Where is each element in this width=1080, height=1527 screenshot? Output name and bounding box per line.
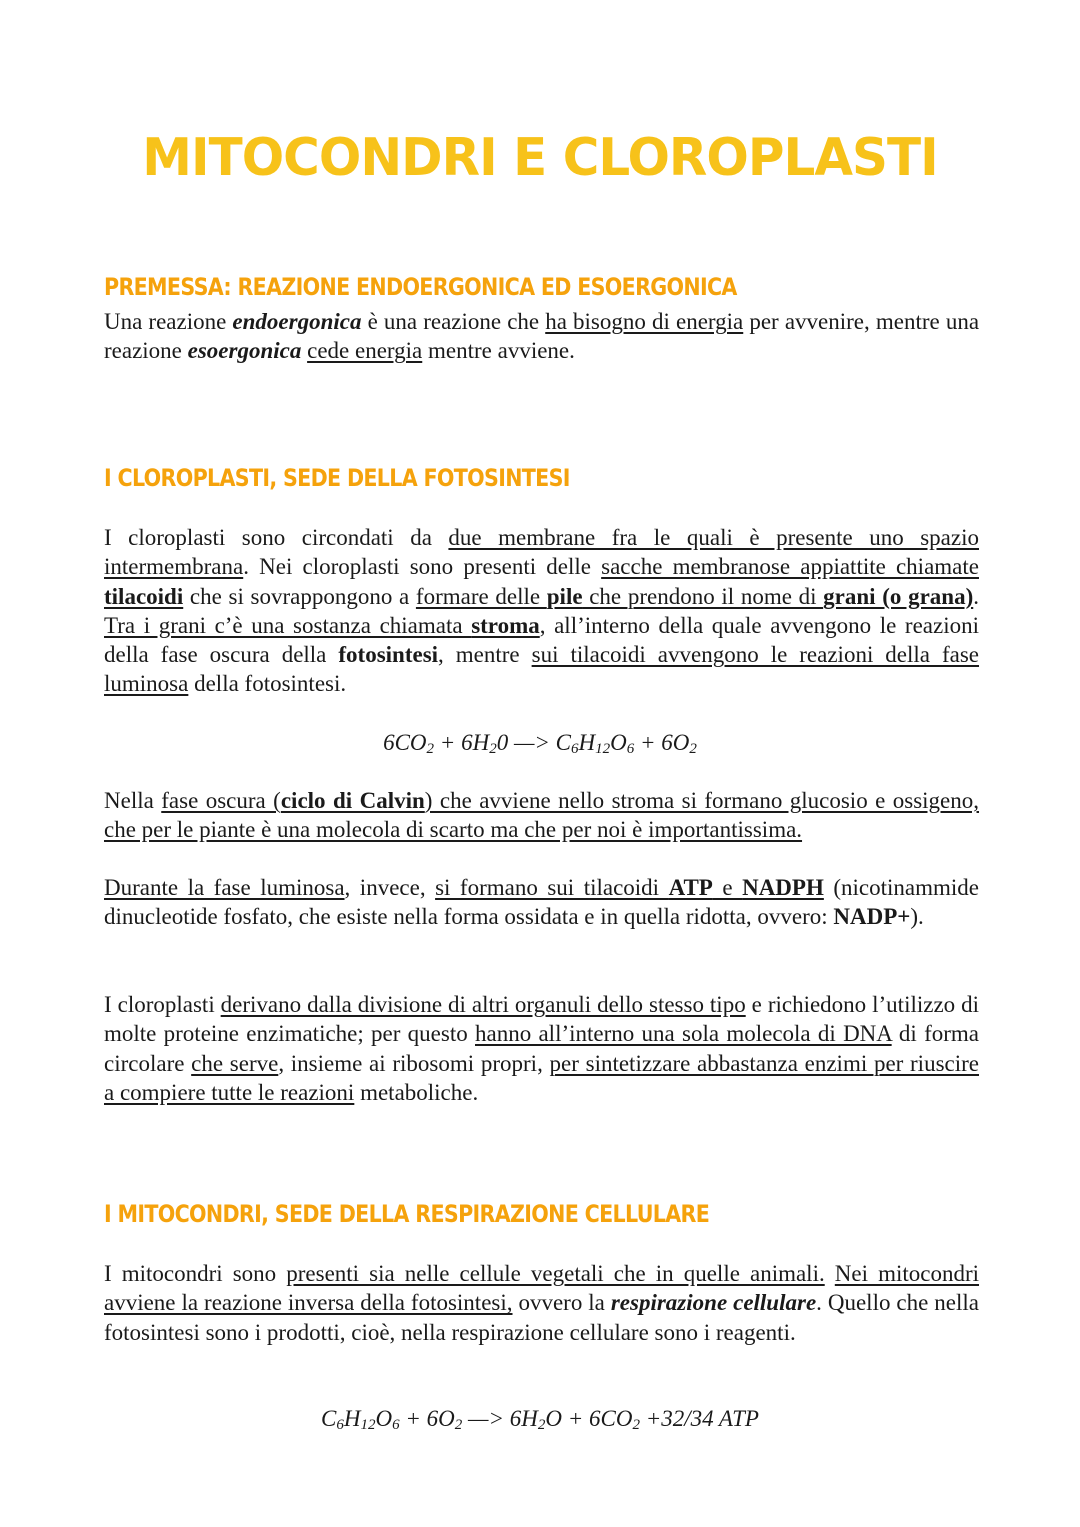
paragraph-fase-luminosa: Durante la fase luminosa, invece, si formano sui tilacoidi ATP e NADPH (nicotinammide dinucleotide fosfato, che esiste nella forma ossidata e in quella ridotta, ovvero: NADP+). [104, 875, 979, 930]
section-heading-cloroplasti: I CLOROPLASTI, SEDE DELLA FOTOSINTESI [104, 464, 570, 492]
paragraph-fase-oscura: Nella fase oscura (ciclo di Calvin) che avviene nello stroma si formano glucosio e ossigeno, che per le piante è una molecola di scarto ma che per noi è importantissima. [104, 788, 980, 843]
paragraph-cloroplasti-structure: I cloroplasti sono circondati da due membrane fra le quali è presente uno spazio intermembrana. Nei cloroplasti sono presenti delle sacche membranose appiattite chiamate tilacoidi che si sovrappongono a formare delle pile che prendono il nome di grani (o grana). Tra i grani c’è una sostanza chiamata stroma, all’interno della quale avvengono le reazioni della fase oscura della fotosintesi, mentre sui tilacoidi avvengono le reazioni della fase luminosa della fotosintesi. [104, 525, 980, 697]
section-heading-premessa: PREMESSA: REAZIONE ENDOERGONICA ED ESOERGONICA [104, 273, 737, 301]
paragraph-dna-cloroplasti: I cloroplasti derivano dalla divisione di altri organuli dello stesso tipo e richiedono l’utilizzo di molte proteine enzimatiche; per questo hanno all’interno una sola molecola di DNA di forma circolare che serve, insieme ai ribosomi propri, per sintetizzare abbastanza enzimi per riuscire a compiere tutte le reazioni metaboliche. [104, 992, 980, 1105]
paragraph-premessa: Una reazione endoergonica è una reazione che ha bisogno di energia per avvenire, mentre una reazione esoergonica cede energia mentre avviene. [104, 309, 980, 364]
formula-fotosintesi: $6CO_2 + 6H_20$ —> $C_6H_{12}O_6 + 6O_2$ [383, 730, 697, 757]
paragraph-mitocondri: I mitocondri sono presenti sia nelle cellule vegetali che in quelle animali. Nei mitocondri avviene la reazione inversa della fotosintesi, ovvero la respirazione cellulare. Quello che nella fotosintesi sono i prodotti, cioè, nella respirazione cellulare sono i reagenti. [104, 1261, 980, 1345]
formula-respirazione: $C_6H_{12}O_6 + 6O_2$ —> $6H_2O + 6CO_2 +32/34$ ATP [321, 1406, 759, 1433]
page-title: MITOCONDRI E CLOROPLASTI [142, 128, 938, 188]
section-heading-mitocondri: I MITOCONDRI, SEDE DELLA RESPIRAZIONE CELLULARE [104, 1200, 710, 1228]
